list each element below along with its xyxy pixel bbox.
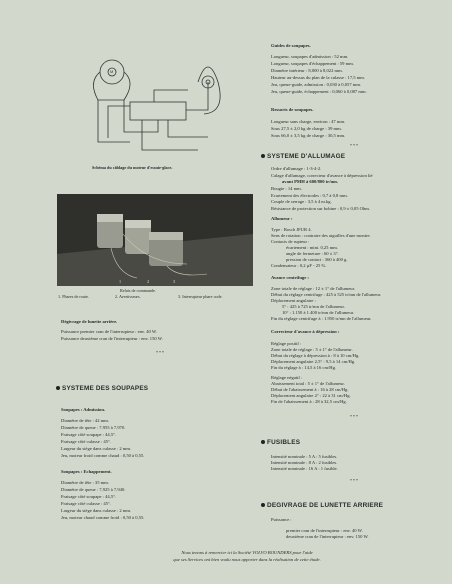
ignition-heading: SYSTEME D'ALLUMAGE: [261, 154, 345, 160]
separator-stars: * * *: [350, 143, 358, 148]
valves-heading: SYSTEME DES SOUPAPES: [56, 386, 148, 392]
guides-line: Longueur, soupapes d'admission : 52 mm.: [271, 54, 349, 59]
centrifugal-line: Zone totale de réglage : 12 ± 1° de l'allumeur.: [271, 286, 356, 291]
rear-defrost-power-title: Puissance :: [271, 517, 292, 522]
distributor-line: angle de fermeture : 60 ± 3°.: [286, 251, 339, 256]
svg-text:M: M: [110, 69, 114, 74]
vacuum-line: Début de l'abaissement à : 16 à 28 cm/Hg.: [271, 387, 349, 392]
admission-line: Largeur du siège dans culasse : 2 mm.: [61, 446, 132, 451]
ignition-line: Ordre d'allumage : 1-3-4-2.: [271, 166, 322, 171]
vacuum-line: Déplacement angulaire 2,5° : 9,5 à 14 cm/Hg.: [271, 359, 356, 364]
photo-caption-item-1: 1. Phares de route.: [58, 294, 90, 299]
distributor-line: Type : Bosch JFUR 4.: [271, 227, 312, 232]
ignition-line: Couple de serrage : 3,5 à 4 m.kg.: [271, 199, 332, 204]
exhaust-line: Largeur du siège dans culasse : 2 mm.: [61, 508, 132, 513]
guides-line: Jeu, queue-guide, admission : 0,030 à 0,057 mm.: [271, 82, 362, 87]
rear-defrost-line: premier cran de l'interrupteur : env. 40 W.: [286, 528, 363, 533]
distributor-line: écartement : mini. 0,25 mm.: [286, 245, 338, 250]
centrifugal-title: Avance centrifuge :: [271, 275, 309, 280]
ignition-line: Bougie : 14 mm.: [271, 186, 302, 191]
bullet-icon: [261, 503, 265, 507]
exhaust-title: Soupapes : Echappement.: [61, 469, 112, 474]
admission-line: Jeu, moteur froid comme chaud : 0,50 à 0,55.: [61, 453, 145, 458]
springs-line: Longueur sans charge, environ : 47 mm.: [271, 119, 346, 124]
bullet-icon: [261, 154, 265, 158]
bullet-icon: [261, 440, 265, 444]
rear-defrost-heading: DEGIVRAGE DE LUNETTE ARRIERE: [261, 503, 383, 509]
bullet-icon: [56, 386, 60, 390]
wiper-wiring-diagram: [68, 42, 236, 162]
ignition-line: avant PMH à 600/800 tr/mn.: [282, 179, 339, 184]
springs-line: Sous 27,5 ± 2,0 kg de charge : 39 mm.: [271, 126, 342, 131]
footer-line: que ses Services ont bien voulu nous apporter dans la réalisation de cette étude.: [173, 557, 321, 562]
vacuum-line: Réglage négatif :: [271, 375, 303, 380]
relay-photo: [57, 194, 253, 286]
photo-caption-title: Relais de commande.: [120, 288, 156, 293]
ignition-line: Calage d'allumage, correcteur d'avance à dépression lié: [271, 173, 373, 178]
admission-line: Diamètre de queue : 7,955 à 7,970.: [61, 425, 126, 430]
separator-stars: * * *: [156, 350, 164, 355]
footer-line: Nous tenons à remercier ici la Société VOLVO BOUNDERS pour l'aide: [181, 550, 313, 555]
springs-title: Ressorts de soupapes.: [271, 107, 314, 112]
photo-number-3: 3: [173, 279, 176, 284]
separator-stars: * * *: [350, 414, 358, 419]
vacuum-line: Début du réglage à dépression à : 8 à 10 cm/Hg.: [271, 353, 360, 358]
distributor-line: Condensateur : 0,2 µF - 25 %.: [271, 263, 327, 268]
distributor-line: Sens de rotation : contraire des aiguilles d'une montre.: [271, 233, 371, 238]
vacuum-line: Zone totale de réglage : 5 ± 1° de l'allumeur.: [271, 347, 353, 352]
ignition-line: Résistance de protection sur bobine : 0,9 ± 0,05 Ohm.: [271, 206, 370, 211]
guides-line: Diamètre intérieur : 8,000 à 8,022 mm.: [271, 68, 343, 73]
vacuum-line: Réglage positif :: [271, 341, 302, 346]
distributor-line: Contacts de rupteur :: [271, 239, 310, 244]
distributor-title: Allumeur :: [271, 216, 293, 221]
centrifugal-line: Déplacement angulaire :: [271, 298, 316, 303]
centrifugal-line: Début du réglage centrifuge : 425 à 525 tr/mn de l'allumeur.: [271, 292, 382, 297]
photo-caption-item-2: 2. Avertisseurs.: [115, 294, 141, 299]
vacuum-line: Fin du réglage à : 14,5 à 16 cm/Hg.: [271, 365, 337, 370]
photo-caption-item-3: 3. Interrupteur phare code.: [178, 294, 223, 299]
centrifugal-line: 5° : 425 à 725 tr/mn de l'allumeur.: [282, 304, 345, 309]
defrost-title: Dégivrage de lunette arrière.: [61, 319, 118, 324]
distributor-line: pression de contact : 360 à 400 g.: [286, 257, 348, 262]
exhaust-line: Diamètre de queue : 7,925 à 7,940.: [61, 487, 126, 492]
photo-number-2: 2: [147, 279, 150, 284]
fuses-line: Intensité nominale : 8 A : 2 fusibles.: [271, 460, 338, 465]
fuses-line: Intensité nominale : 16 A : 1 fusible.: [271, 466, 338, 471]
vacuum-title: Correcteur d'avance à dépression :: [271, 329, 340, 334]
admission-line: Fraisage côté culasse : 45°.: [61, 439, 111, 444]
separator-stars: * * *: [350, 478, 358, 483]
guides-title: Guides de soupapes.: [271, 43, 311, 48]
vacuum-line: Déplacement angulaire 2° : 22 à 31 cm/Hg.: [271, 393, 351, 398]
defrost-line: Puissance deuxième cran de l'interrupteur : env. 150 W.: [61, 336, 163, 341]
vacuum-line: Fin de l'abaissement à : 28 à 32,5 cm/Hg.: [271, 399, 347, 404]
vacuum-line: Abaissement total : 5 ± 1° de l'allumeur.: [271, 381, 345, 386]
guides-line: Longueur, soupapes d'échappement : 59 mm.: [271, 61, 354, 66]
exhaust-line: Fraisage côté soupape : 44,5°.: [61, 494, 117, 499]
admission-line: Diamètre de tête : 42 mm.: [61, 418, 109, 423]
centrifugal-line: 10° : 1.150 à 1.400 tr/mn de l'allumeur.: [282, 310, 355, 315]
exhaust-line: Fraisage côté culasse : 45°.: [61, 501, 111, 506]
rear-defrost-line: deuxième cran de l'interrupteur : env. 150 W.: [286, 534, 369, 539]
admission-title: Soupapes : Admission.: [61, 407, 106, 412]
exhaust-line: Diamètre de tête : 35 mm.: [61, 480, 109, 485]
admission-line: Fraisage côté soupape : 44,5°.: [61, 432, 117, 437]
exhaust-line: Jeu, moteur chaud comme froid : 0,50 à 0,55.: [61, 515, 145, 520]
defrost-line: Puissance premier cran de l'interrupteur : env. 40 W.: [61, 329, 157, 334]
acknowledgement-footer: [107, 549, 387, 563]
fuses-heading: FUSIBLES: [261, 440, 300, 446]
guides-line: Hauteur au-dessus du plan de la culasse : 17,5 mm.: [271, 75, 366, 80]
ignition-line: Ecartement des électrodes : 0,7 à 0,8 mm.: [271, 193, 348, 198]
fuses-line: Intensité nominale : 5 A : 5 fusibles.: [271, 454, 338, 459]
diagram-caption: Schéma du câblage du moteur d'essuie-glace.: [92, 165, 173, 170]
guides-line: Jeu, queue-guide, échappement : 0,060 à 0,087 mm.: [271, 89, 367, 94]
springs-line: Sous 66,0 ± 3,5 kg de charge : 30,5 mm.: [271, 133, 346, 138]
photo-number-1: 1: [119, 279, 122, 284]
centrifugal-line: Fin du réglage centrifuge à : 1.950 tr/mn de l'allumeur.: [271, 316, 372, 321]
